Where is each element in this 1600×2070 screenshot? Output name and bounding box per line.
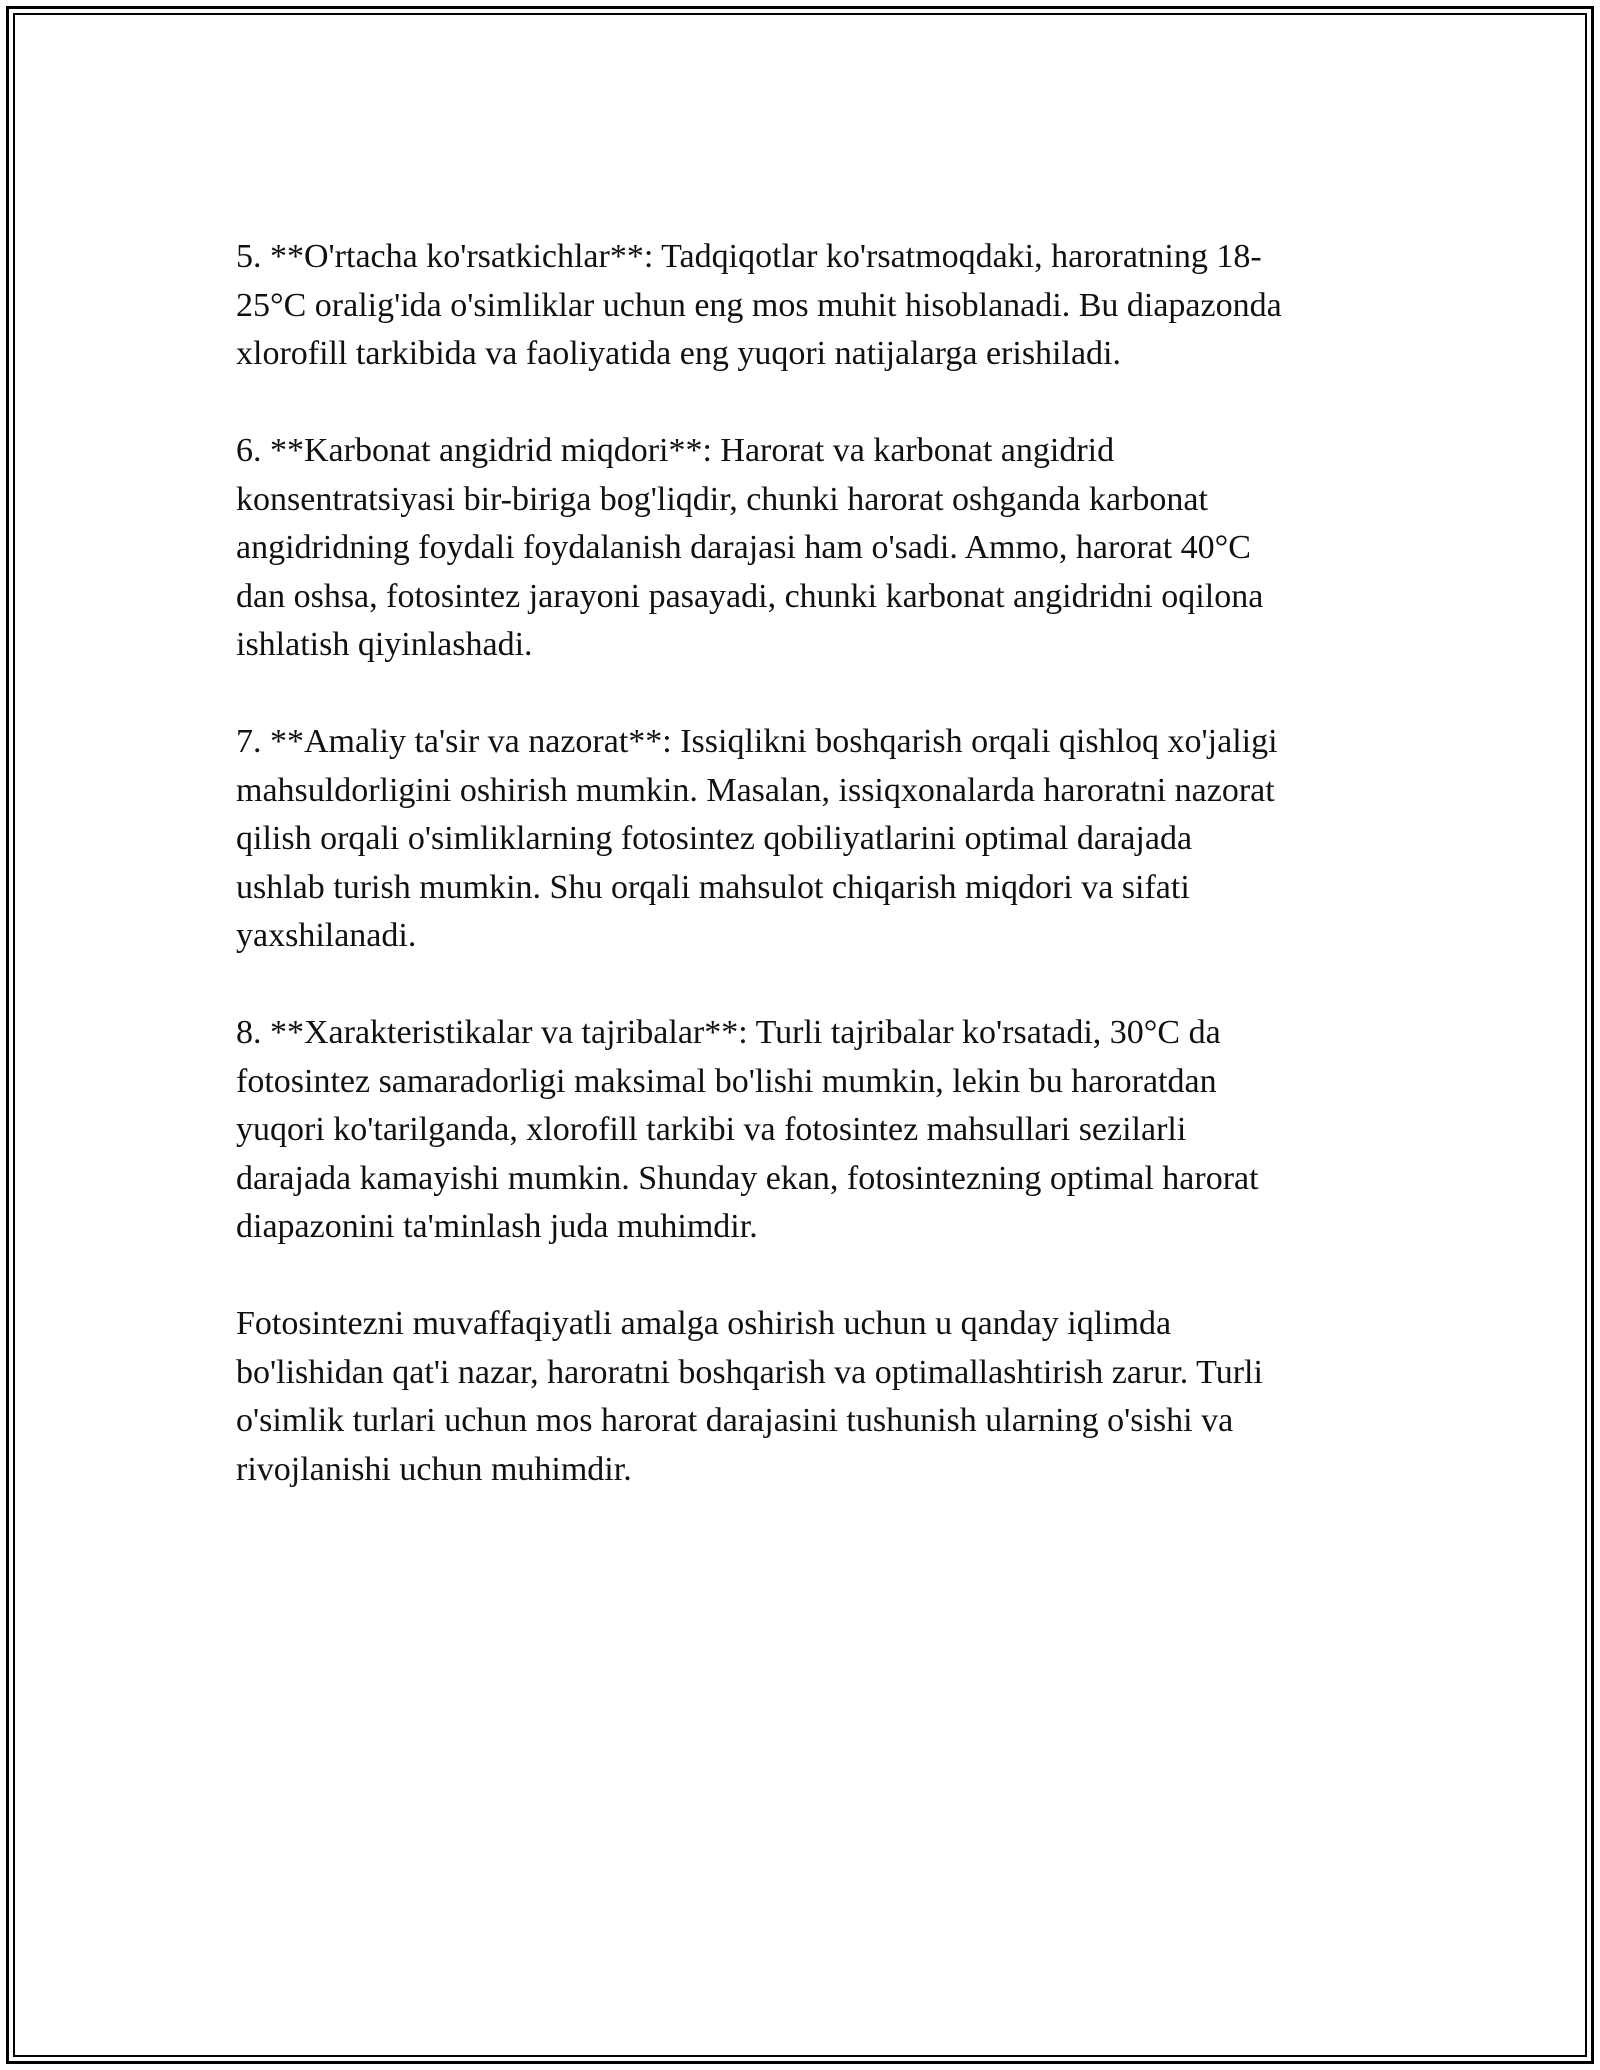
document-body [236,233,1386,1543]
paragraph-item-7: 7. **Amaliy ta'sir va nazorat**: Issiqlikni boshqarish orqali qishloq xo'jaligi mahsuldorligini oshirish mumkin. Masalan, issiqxonalarda haroratni nazorat qilish orqali o'simliklarning fotosintez qobiliyatlarini optimal darajada ushlab turish mumkin. Shu orqali mahsulot chiqarish miqdori va sifati yaxshilanadi. [236,723,1278,954]
paragraph-item-6: 6. **Karbonat angidrid miqdori**: Harorat va karbonat angidrid konsentratsiyasi bir-biriga bog'liqdir, chunki harorat oshganda karbonat angidridning foydali foydalanish darajasi ham o'sadi. Ammo, harorat 40°C dan oshsa, fotosintez jarayoni pasayadi, chunki karbonat angidridni oqilona ishlatish qiyinlashadi. [236,432,1264,663]
paragraph-item-5: 5. **O'rtacha ko'rsatkichlar**: Tadqiqotlar ko'rsatmoqdaki, haroratning 18- 25°C oralig'ida o'simliklar uchun eng mos muhit hisoblanadi. Bu diapazonda xlorofill tarkibida va faoliyatida eng yuqori natijalarga erishiladi. [236,238,1282,372]
paragraph-item-8: 8. **Xarakteristikalar va tajribalar**: Turli tajribalar ko'rsatadi, 30°C da fotosintez samaradorligi maksimal bo'lishi mumkin, lekin bu haroratdan yuqori ko'tarilganda, xlorofill tarkibi va fotosintez mahsullari sezilarli darajada kamayishi mumkin. Shunday ekan, fotosintezning optimal harorat diapazonini ta'minlash juda muhimdir. [236,1014,1259,1245]
conclusion-paragraph: Fotosintezni muvaffaqiyatli amalga oshirish uchun u qanday iqlimda bo'lishidan qat'i nazar, haroratni boshqarish va optimallashtirish zarur. Turli o'simlik turlari uchun mos harorat darajasini tushunish ularning o'sishi va rivojlanishi uchun muhimdir. [236,1305,1263,1488]
